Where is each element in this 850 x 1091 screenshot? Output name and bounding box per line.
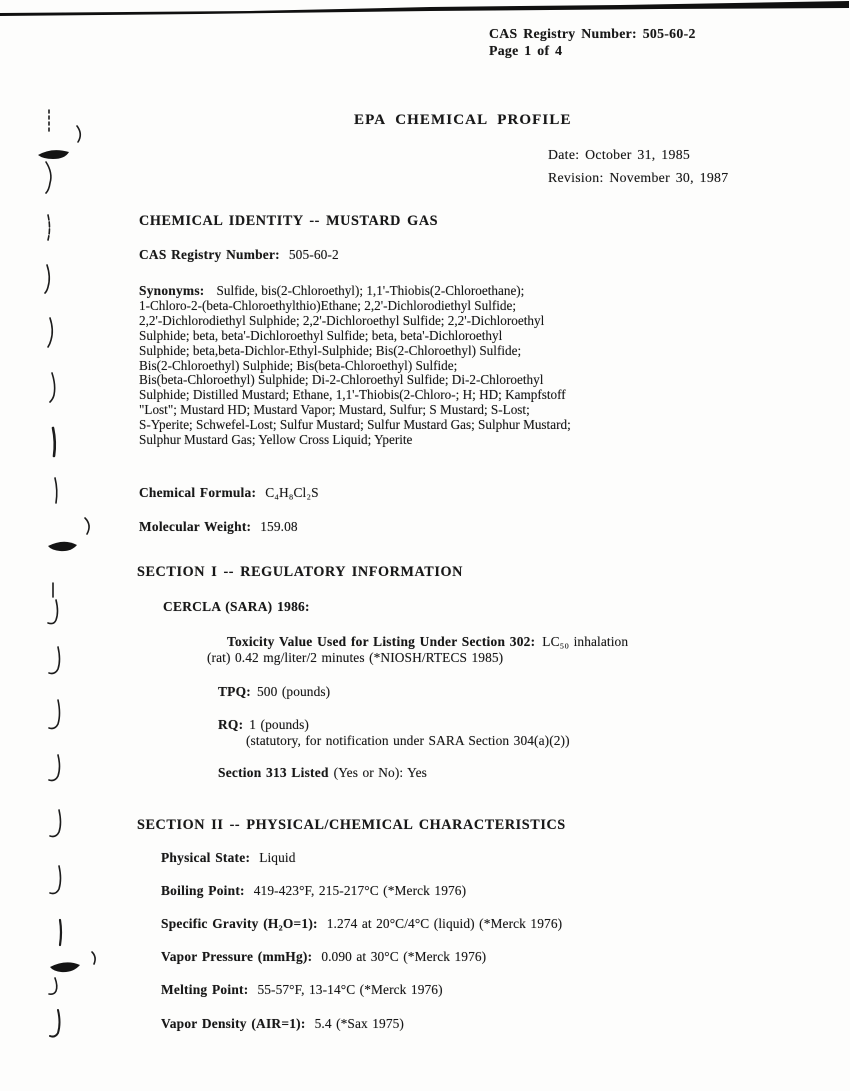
formula-field xyxy=(139,485,319,501)
revision-line: Revision: November 30, 1987 xyxy=(548,170,729,185)
synonym-line: Bis(beta-Chloroethyl) Sulphide; Di-2-Chloroethyl Sulfide; Di-2-Chloroethyl xyxy=(139,372,544,388)
cas-field xyxy=(139,247,339,263)
synonym-line: "Lost"; Mustard HD; Mustard Vapor; Mustard, Sulfur; S Mustard; S-Lost; xyxy=(139,402,530,418)
property-value: Liquid xyxy=(259,850,296,865)
molecular-weight-label: Molecular Weight: xyxy=(139,519,252,534)
synonym-line: 1-Chloro-2-(beta-Chloroethylthio)Ethane; 2,2'-Dichlorodiethyl Sulfide; xyxy=(139,297,517,313)
formula-label: Chemical Formula: xyxy=(139,485,257,500)
property-row xyxy=(161,1016,404,1032)
property-row xyxy=(161,883,466,899)
formula-value: C₄H₈Cl₂S xyxy=(265,485,319,500)
property-row xyxy=(161,982,443,998)
cas-value: 505-60-2 xyxy=(288,247,339,262)
property-value: 0.090 at 30°C (*Merck 1976) xyxy=(321,949,487,964)
synonym-line: Sulphide; Distilled Mustard; Ethane, 1,1'-Thiobis(2-Chloro-; H; HD; Kampfstoff xyxy=(139,387,566,403)
synonym-line: Synonyms: Sulfide, bis(2-Chloroethyl); 1,1'-Thiobis(2-Chloroethane); xyxy=(139,283,525,298)
rq-value: 1 (pounds) xyxy=(249,717,309,732)
binding-marks-artifact xyxy=(0,0,110,1091)
section-313-field xyxy=(218,765,427,781)
synonym-line: Sulphide; beta,beta-Dichlor-Ethyl-Sulphide; Bis(2-Chloroethyl) Sulfide; xyxy=(139,342,522,358)
header-block xyxy=(489,26,696,59)
property-value: 419-423°F, 215-217°C (*Merck 1976) xyxy=(253,883,467,898)
identity-heading: CHEMICAL IDENTITY -- MUSTARD GAS xyxy=(139,213,439,229)
header-cas-line: CAS Registry Number: 505-60-2 xyxy=(489,26,696,41)
property-label: Vapor Density (AIR=1): xyxy=(161,1016,306,1031)
synonym-line: Sulphide; beta, beta'-Dichloroethyl Sulfide; beta, beta'-Dichloroethyl xyxy=(139,327,503,343)
synonym-line: S-Yperite; Schwefel-Lost; Sulfur Mustard; Sulfur Mustard Gas; Sulphur Mustard; xyxy=(139,417,571,433)
property-row xyxy=(161,949,486,965)
property-label: Physical State: xyxy=(161,850,251,865)
tpq-field xyxy=(218,684,330,700)
section2-heading: SECTION II -- PHYSICAL/CHEMICAL CHARACTERISTICS xyxy=(137,817,566,833)
tpq-label: TPQ: xyxy=(218,684,251,699)
date-block xyxy=(548,143,728,189)
top-edge-scan-artifact xyxy=(0,0,850,20)
property-value: 5.4 (*Sax 1975) xyxy=(314,1016,404,1031)
property-row xyxy=(161,850,296,866)
section1-heading: SECTION I -- REGULATORY INFORMATION xyxy=(137,564,463,580)
rq-note: (statutory, for notification under SARA Section 304(a)(2)) xyxy=(246,733,570,748)
date-line: Date: October 31, 1985 xyxy=(548,147,691,162)
toxicity-label: Toxicity Value Used for Listing Under Section 302: xyxy=(227,634,536,649)
toxicity-value: LC₅₀ inhalation xyxy=(542,634,629,649)
property-row xyxy=(161,916,562,932)
doc-title: EPA CHEMICAL PROFILE xyxy=(354,112,572,128)
property-label: Specific Gravity (H₂O=1): xyxy=(161,916,318,931)
header-page-line: Page 1 of 4 xyxy=(489,42,563,58)
property-value: 1.274 at 20°C/4°C (liquid) (*Merck 1976) xyxy=(326,916,563,931)
section-313-label: Section 313 Listed xyxy=(218,765,329,780)
property-label: Vapor Pressure (mmHg): xyxy=(161,949,313,964)
synonym-line: Sulphur Mustard Gas; Yellow Cross Liquid; Yperite xyxy=(139,432,413,448)
rq-field xyxy=(218,717,309,733)
molecular-weight-value: 159.08 xyxy=(260,519,298,534)
toxicity-field xyxy=(227,634,628,650)
property-value: 55-57°F, 13-14°C (*Merck 1976) xyxy=(257,982,443,997)
synonym-line: Bis(2-Chloroethyl) Sulphide; Bis(beta-Chloroethyl) Sulfide; xyxy=(139,357,458,373)
synonyms-label: Synonyms: xyxy=(139,283,205,298)
rq-label: RQ: xyxy=(218,717,244,732)
cas-label: CAS Registry Number: xyxy=(139,247,280,262)
cercla-heading: CERCLA (SARA) 1986: xyxy=(163,599,310,614)
section-313-value: (Yes or No): Yes xyxy=(333,765,427,780)
property-label: Melting Point: xyxy=(161,982,249,997)
molecular-weight-field xyxy=(139,519,298,535)
synonym-line: 2,2'-Dichlorodiethyl Sulphide; 2,2'-Dichloroethyl Sulfide; 2,2'-Dichloroethyl xyxy=(139,312,545,328)
property-label: Boiling Point: xyxy=(161,883,245,898)
tpq-value: 500 (pounds) xyxy=(257,684,331,699)
synonyms-paragraph xyxy=(139,284,571,448)
toxicity-value-line2: (rat) 0.42 mg/liter/2 minutes (*NIOSH/RTECS 1985) xyxy=(207,650,504,665)
